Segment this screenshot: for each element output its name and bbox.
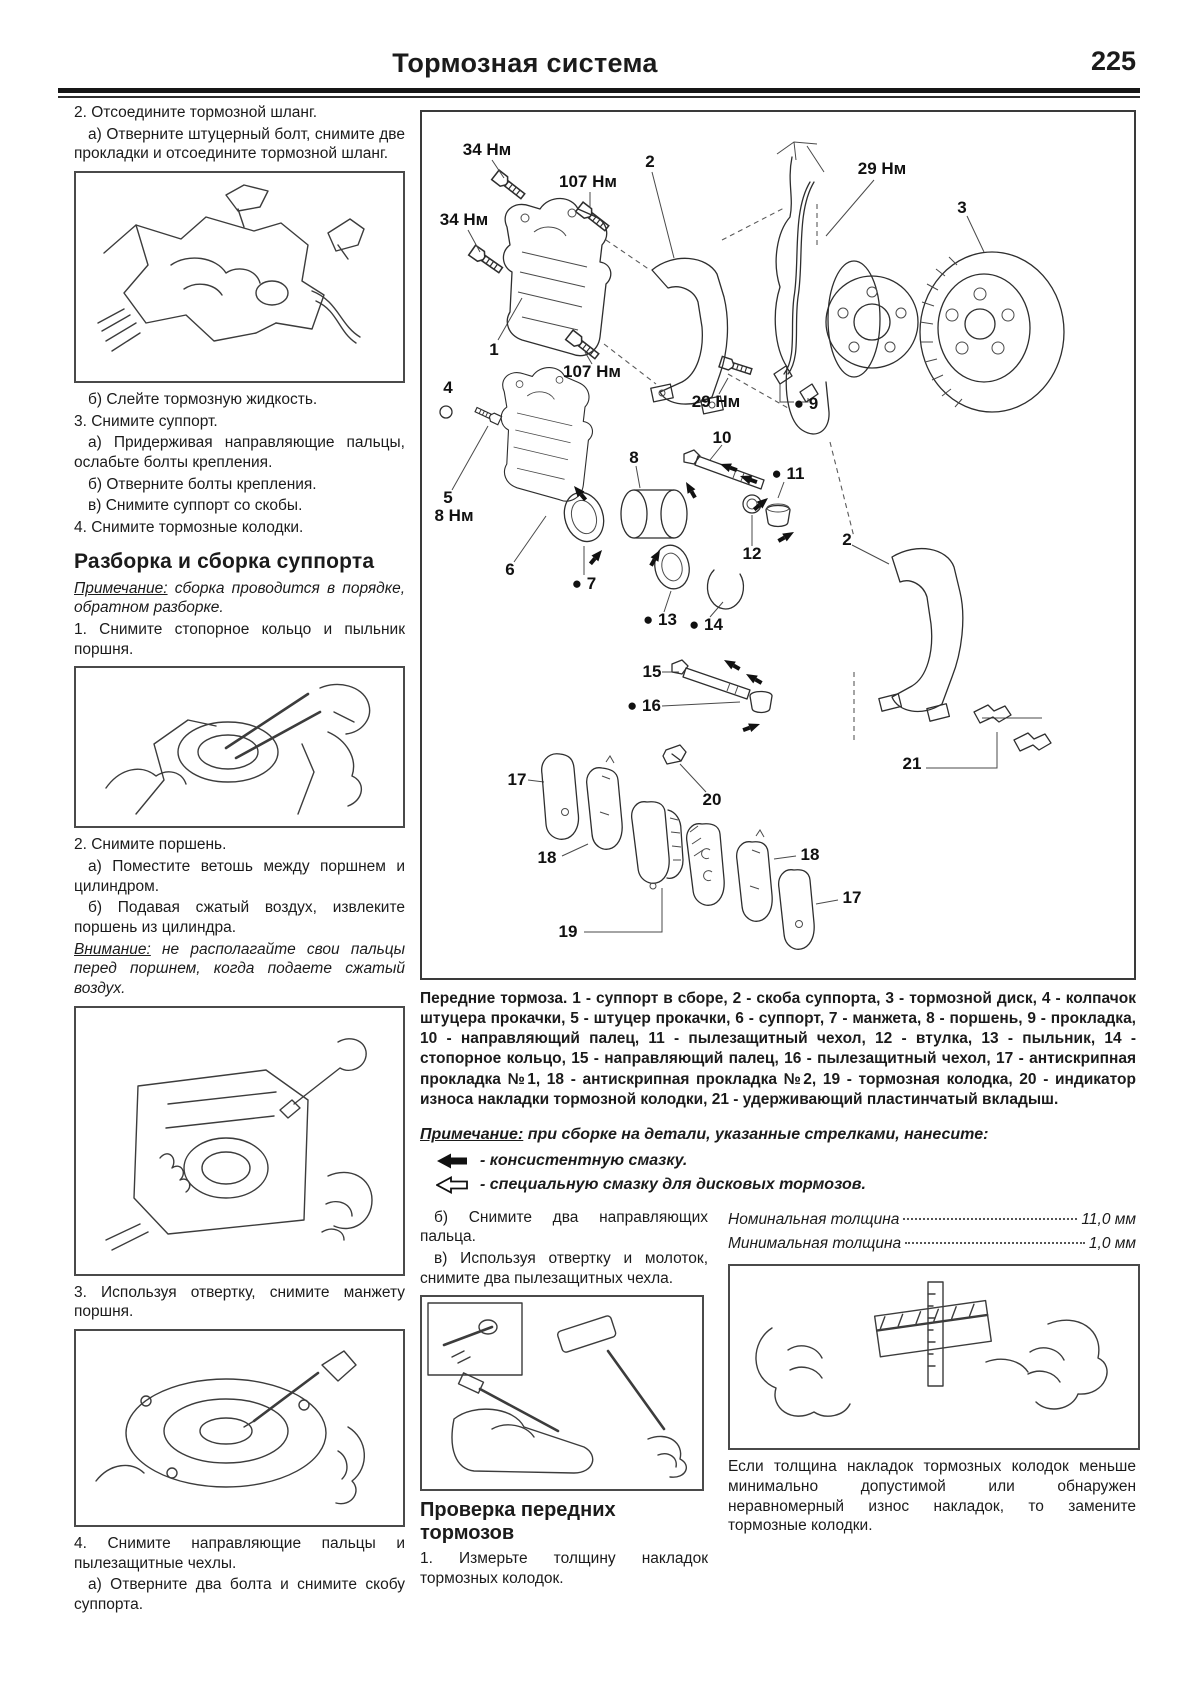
note-1-label: Примечание: [74,579,168,597]
bottom-right-column [728,1208,1136,1538]
check-step-1: 1. Измерьте толщину накладок тормозных колодок. [420,1550,708,1588]
disasm-1: 1. Снимите стопорное кольцо и пыльник поршня. [74,621,405,658]
part-number-label: ● 16 [627,696,661,715]
illustration-snapring-removal [74,666,405,828]
header-rule [58,88,1140,98]
part-number-label: 4 [443,378,453,397]
torque-label: 34 Нм [439,210,489,229]
illustration-seal-removal [74,1329,405,1527]
diagram-labels [422,112,1134,978]
grease-solid-arrow-icon [436,1152,470,1170]
section-heading-disassembly: Разборка и сборка суппорта [74,549,375,573]
warning-text: не располагайте свои пальцы перед поршнем, когда подаете сжатый воздух. [74,940,405,998]
bottom-middle-column [420,1208,708,1591]
torque-label: 107 Нм [563,362,621,381]
note-2 [420,1125,1136,1145]
spec-minimal-value: 1,0 мм [1088,1235,1136,1253]
note-1 [74,579,405,618]
disasm-2b: б) Подавая сжатый воздух, извлеките поршень из цилиндра. [74,899,405,937]
torque-label: 8 Нм [434,506,474,525]
illustration-hose-disconnect [74,171,405,383]
warning [74,940,405,999]
exploded-diagram [420,110,1136,980]
part-number-label: 10 [712,428,732,447]
spec-leader-dots [905,1242,1085,1244]
disasm-4a: а) Отверните два болта и снимите скобу суппорта. [74,1576,405,1614]
step-3: 3. Снимите суппорт. [74,412,218,430]
step-2: 2. Отсоедините тормозной шланг. [74,104,318,121]
step-2b: б) Слейте тормозную жидкость. [88,391,318,409]
right-column [420,110,1136,1591]
disasm-4: 4. Снимите направляющие пальцы и пылезащитные чехлы. [74,1535,405,1572]
disasm-2: 2. Снимите поршень. [74,836,227,854]
note-2-label: Примечание: [420,1126,524,1144]
left-column [74,103,405,1617]
disasm-3: 3. Используя отвертку, снимите манжету поршня. [74,1283,405,1321]
part-number-label: 17 [842,888,862,907]
part-number-label: 18 [800,845,820,864]
spec-nominal-value: 11,0 мм [1081,1210,1136,1228]
step-3v: в) Снимите суппорт со скобы. [88,497,303,515]
legend-grease-text: - консистентную смазку. [480,1151,688,1169]
part-number-label: 5 [443,488,453,507]
illustration-boot-hammer [420,1295,704,1491]
page-number: 225 [1090,46,1136,76]
pad-measure-sketch [730,1266,1134,1444]
part-number-label: ● 7 [571,574,597,593]
note-1-text: сборка проводится в порядке, обратном разборке. [74,579,405,617]
part-number-label: 21 [902,754,922,773]
part-number-label: 19 [558,922,578,941]
spec-minimal-label: Минимальная толщина [728,1235,902,1253]
torque-label: 29 Нм [857,159,907,178]
part-number-label: 12 [742,544,762,563]
part-number-label: ● 11 [771,464,805,483]
part-number-label: ● 9 [793,394,819,413]
illustration-pad-measure [728,1264,1140,1450]
spec-leader-dots [903,1218,1077,1220]
mid-step-v: в) Используя отвертку и молоток, снимите два пылезащитных чехла. [420,1250,708,1287]
part-number-label: 15 [642,662,662,681]
part-number-label: 6 [505,560,515,579]
step-2a: а) Отверните штуцерный болт, снимите две прокладки и отсоедините тормозной шланг. [74,125,405,163]
snapring-sketch [76,668,399,822]
mid-step-b: б) Снимите два направляющих пальца. [420,1208,708,1246]
part-number-label: 2 [842,530,852,549]
bottom-section [420,1208,1136,1591]
part-number-label: 8 [629,448,639,467]
spec-nominal-label: Номинальная толщина [728,1210,900,1228]
page-title: Тормозная система [392,48,658,78]
torque-label: 34 Нм [462,140,512,159]
grease-outline-arrow-icon [436,1176,470,1194]
torque-label: 29 Нм [691,392,741,411]
part-number-label: ● 14 [689,615,723,634]
part-number-label: 2 [645,152,655,171]
step-3b: б) Отверните болты крепления. [88,475,317,493]
warning-label: Внимание: [74,940,151,958]
figure-caption: Передние тормоза. 1 - суппорт в сборе, 2 - скоба суппорта, 3 - тормозной диск, 4 - колпачок штуцера прокачки, 5 - штуцер прокачки, 6 - суппорт, 7 - манжета, 8 - поршень, 9 - прокладка, 10 - направляющий палец, 11 - пылезащитный чехол, 12 - втулка, 13 - пыльник, 14 - стопорное кольцо, 15 - направляющий палец, 16 - пылезащитный чехол, 17 - антискрипная прокладка №1, 18 - антискрипная прокладка №2, 19 - тормозная колодка, 20 - индикатор износа накладки тормозной колодки, 21 - удерживающий пластинчатый вкладыш. [420,990,1136,1108]
boot-hammer-sketch [422,1297,698,1485]
seal-removal-sketch [76,1331,399,1521]
step-4: 4. Снимите тормозные колодки. [74,519,304,537]
final-note: Если толщина накладок тормозных колодок меньше минимально допустимой или обнаружен неравномерный износ накладок, то замените тормозные колодки. [728,1458,1136,1535]
step-3a: а) Придерживая направляющие пальцы, ослабьте болты крепления. [74,434,405,472]
spec-nominal [728,1208,1136,1233]
hose-disconnect-sketch [76,173,399,377]
disasm-2a: а) Поместите ветошь между поршнем и цилиндром. [74,858,405,895]
part-number-label: 18 [537,848,557,867]
part-number-label: 3 [957,198,967,217]
legend-grease [436,1152,1136,1170]
part-number-label: 1 [489,340,499,359]
note-2-text: при сборке на детали, указанные стрелками, нанесите: [523,1126,989,1144]
part-number-label: 17 [507,770,527,789]
illustration-piston-air [74,1006,405,1276]
torque-label: 107 Нм [559,172,617,191]
section-heading-check: Проверка передних тормозов [420,1499,616,1545]
part-number-label: 20 [702,790,722,809]
spec-minimal [728,1232,1136,1257]
legend-disc-grease [436,1176,1136,1194]
part-number-label: ● 13 [643,610,677,629]
piston-air-sketch [76,1008,399,1270]
legend-disc-grease-text: - специальную смазку для дисковых тормозов. [480,1175,866,1193]
